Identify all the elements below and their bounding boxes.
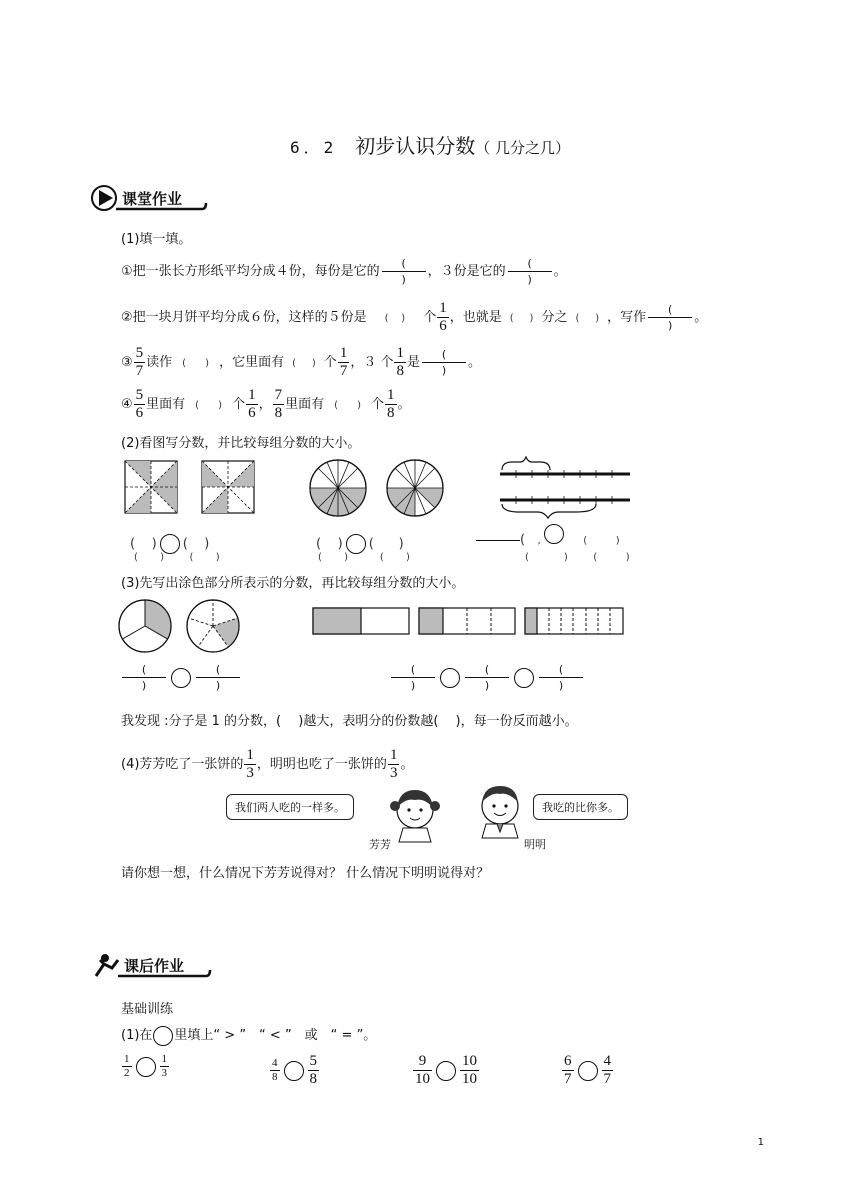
q1-heading: (1)填一填。: [121, 232, 192, 247]
compare-circle[interactable]: [136, 1057, 156, 1077]
compare-item-4: $\frac{6}{7}$ $\frac{4}{7}$: [564, 1053, 611, 1087]
q2-answer-row-2: ( ) ( ): [316, 534, 404, 554]
rect-quarters: [419, 608, 515, 634]
q2-denominator-blanks-3[interactable]: ( ) ( ): [525, 552, 630, 563]
segment-bars: [500, 457, 630, 518]
section-label: 课堂作业: [122, 190, 183, 208]
section-header-classwork: [90, 183, 210, 217]
title-paren: （ 几分之几）: [475, 139, 571, 157]
fraction-7-8: $\frac{7}{8}$: [274, 387, 283, 421]
compare-circle[interactable]: [171, 668, 191, 688]
page-number: 1: [757, 1137, 764, 1148]
section-label: 课后作业: [124, 957, 185, 975]
q3-answer-row-1: ( ) ( ): [120, 664, 242, 691]
q4-question: 请你想一想，什么情况下芳芳说得对？ 什么情况下明明说得对？: [121, 866, 490, 881]
fraction-5-6: $\frac{5}{6}$: [135, 387, 144, 421]
blank-paren[interactable]: ( ): [292, 358, 316, 369]
fraction-1-8: $\frac{1}{8}$: [387, 387, 395, 421]
q3-figures: [115, 596, 635, 656]
circle-fifths: [187, 600, 239, 652]
q1-line1: ①把一张长方形纸平均分成４份，每份是它的 ( ) ，３份是它的 ( ) 。: [121, 257, 567, 286]
compare-circle[interactable]: [514, 668, 534, 688]
rect-halves: [313, 608, 409, 634]
compare-item-2: $\frac{4}{8}$ $\frac{5}{8}$: [272, 1053, 317, 1087]
q2-figures: [120, 456, 640, 526]
compare-circle[interactable]: [436, 1061, 456, 1081]
compare-item-3: $\frac{9}{10}$ $\frac{10}{10}$: [415, 1053, 477, 1087]
fraction-1-7: $\frac{1}{7}$: [339, 345, 348, 379]
name-left: 芳芳: [369, 838, 391, 851]
blank-paren[interactable]: ( ): [195, 400, 223, 411]
q2-denominator-blanks-1[interactable]: ( ) ( ): [134, 552, 220, 563]
basic-q1-heading: (1)在 里填上“ > ” “ < ” 或 “ = ”。: [121, 1024, 376, 1046]
compare-circle[interactable]: [578, 1061, 598, 1081]
blank-paren[interactable]: ( ): [575, 313, 600, 324]
rect-eighths: [525, 608, 623, 634]
square-figure-2: [202, 461, 254, 513]
fraction-5-7: $\frac{5}{7}$: [135, 345, 144, 379]
section-number: 6．2: [289, 138, 338, 157]
q1-line3: ③ $\frac{5}{7}$ 读作 ( ) ，它里面有 ( ) 个 $\frac{1}{7}$ ，３ 个 $\frac{1}{8}$ 是 ( ) 。: [121, 345, 481, 379]
q3-answer-row-2: ( ) ( ) ( ): [389, 664, 585, 691]
boy-avatar-icon: [470, 780, 530, 840]
girl-avatar-icon: [385, 784, 445, 844]
blank-paren[interactable]: ( ): [509, 313, 534, 324]
basic-heading: 基础训练: [121, 1002, 174, 1017]
fraction-1-6: $\frac{1}{6}$: [439, 300, 447, 334]
page-title: [0, 130, 860, 159]
q3-discovery: 我发现 :分子是 1 的分数，( )越大，表明分的份数越( )，每一份反而越小。: [121, 714, 578, 729]
compare-item-1: $\frac{1}{2}$ $\frac{1}{3}$: [124, 1053, 167, 1079]
compare-circle-sample: [153, 1026, 173, 1046]
q2-denominator-blanks-2[interactable]: ( ) ( ): [318, 552, 410, 563]
blank-fraction[interactable]: ( ): [508, 258, 552, 285]
compare-circle[interactable]: [440, 668, 460, 688]
blank-fraction[interactable]: ( ): [422, 349, 466, 376]
fraction-1-8: $\frac{1}{8}$: [396, 345, 404, 379]
blank-paren[interactable]: ( ): [182, 358, 210, 369]
speech-bubble-left: 我们两人吃的一样多。: [226, 794, 354, 820]
square-figure-1: [125, 461, 177, 513]
q1-line2: ②把一块月饼平均分成６份，这样的５份是 ( ) 个 $\frac{1}{6}$ ，也就是 ( ) 分之 ( ) ，写作 ( ) 。: [121, 300, 708, 334]
q1-line4: ④ $\frac{5}{6}$ 里面有 ( ) 个 $\frac{1}{6}$ ， $\frac{7}{8}$ 里面有 ( ) 个 $\frac{1}{8}$ 。: [121, 387, 411, 421]
title-main: 初步认识分数: [355, 134, 476, 158]
fraction-1-6: $\frac{1}{6}$: [248, 387, 256, 421]
compare-circle[interactable]: [544, 524, 564, 544]
circle-figure-1: [310, 460, 366, 516]
blank-paren[interactable]: ( ): [384, 313, 406, 324]
blank-fraction[interactable]: ( ): [648, 304, 692, 331]
section-header-homework: [92, 950, 214, 984]
q2-answer-row-3: ( , ( ): [476, 530, 620, 550]
speech-bubble-right: 我吃的比你多。: [533, 794, 628, 820]
name-right: 明明: [524, 838, 546, 851]
blank-fraction[interactable]: ( ): [382, 258, 426, 285]
compare-circle[interactable]: [160, 534, 180, 554]
blank-paren[interactable]: ( ): [334, 400, 361, 411]
q3-heading: (3)先写出涂色部分所表示的分数，再比较每组分数的大小。: [121, 576, 465, 591]
q2-heading: (2)看图写分数，并比较每组分数的大小。: [121, 436, 361, 451]
q4-heading: (4)芳芳吃了一张饼的 $\frac{1}{3}$ ，明明也吃了一张饼的 $\frac{1}{3}$ 。: [121, 747, 414, 781]
compare-circle[interactable]: [346, 534, 366, 554]
q2-answer-row-1: ( ) ( ): [130, 534, 209, 554]
compare-circle[interactable]: [284, 1061, 304, 1081]
circle-figure-2: [387, 460, 443, 516]
circle-thirds: [119, 600, 171, 652]
